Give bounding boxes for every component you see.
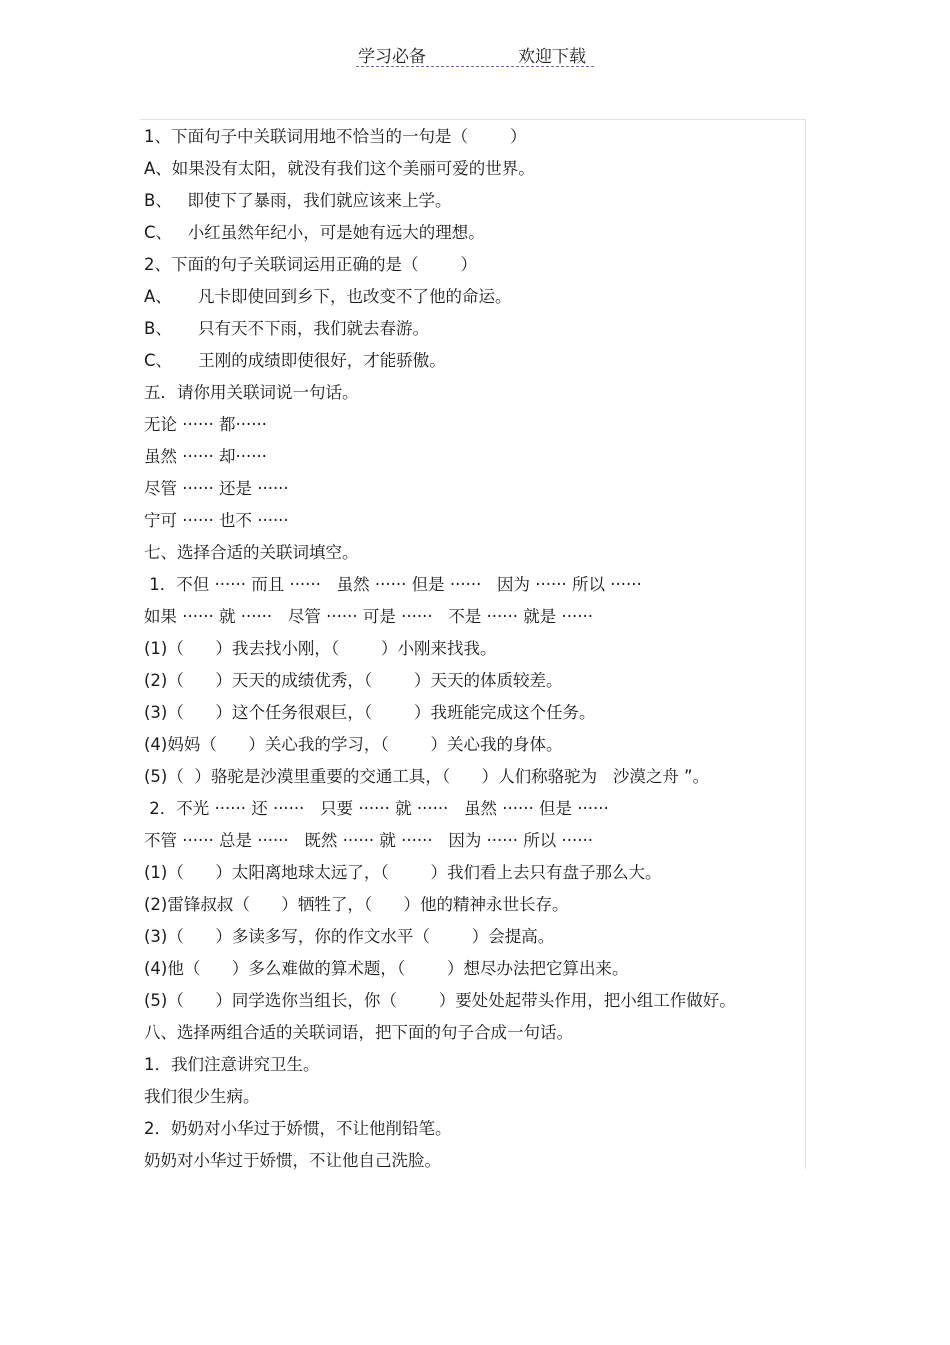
section-heading: 五．请你用关联词说一句话。 [144,383,359,402]
text-line: 1．我们注意讲究卫生。 [144,1055,320,1074]
document-body [144,121,804,1177]
text-line: (5)（ ）同学选你当组长，你（ ）要处处起带头作用，把小组工作做好。 [144,991,736,1010]
text-line: (1)（ ）太阳离地球太远了，（ ）我们看上去只有盘子那么大。 [144,863,662,882]
text-line: (2)（ ）天天的成绩优秀，（ ）天天的体质较差。 [144,671,563,690]
text-line: 尽管 ······ 还是 ······ [144,479,289,498]
text-line: 1．不但 ······ 而且 ······ 虽然 ······ 但是 ······ 因为 ······ 所以 ······ [144,575,642,594]
text-line: A、 凡卡即使回到乡下，也改变不了他的命运。 [144,287,512,306]
page-header [356,40,594,67]
text-line: 不管 ······ 总是 ······ 既然 ······ 就 ······ 因为 ······ 所以 ······ [144,831,593,850]
text-line: C、 王刚的成绩即使很好，才能骄傲。 [144,351,446,370]
text-line: (1)（ ）我去找小刚，（ ）小刚来找我。 [144,639,497,658]
section-heading: 八、选择两组合适的关联词语，把下面的句子合成一句话。 [144,1023,573,1042]
text-line: 2、下面的句子关联词运用正确的是（ ） [144,255,477,274]
text-line: B、 只有天不下雨，我们就去春游。 [144,319,430,338]
text-line: 2．奶奶对小华过于娇惯，不让他削铅笔。 [144,1119,452,1138]
text-line: C、 小红虽然年纪小，可是她有远大的理想。 [144,223,485,242]
text-line: 无论 ······ 都······ [144,415,267,434]
text-line: 如果 ······ 就 ······ 尽管 ······ 可是 ······ 不是 ······ 就是 ······ [144,607,593,626]
text-line: 1、下面句子中关联词用地不恰当的一句是（ ） [144,127,527,146]
text-line: (4)妈妈（ ）关心我的学习，（ ）关心我的身体。 [144,735,563,754]
text-line: 我们很少生病。 [144,1087,260,1106]
header-left-text: 学习必备 [358,47,426,67]
section-heading: 七、选择合适的关联词填空。 [144,543,359,562]
text-line: 2．不光 ······ 还 ······ 只要 ······ 就 ······ 虽然 ······ 但是 ······ [144,799,609,818]
header-right-text: 欢迎下载 [518,47,586,67]
text-line: (4)他（ ）多么难做的算术题，（ ）想尽办法把它算出来。 [144,959,629,978]
text-line: 宁可 ······ 也不 ······ [144,511,289,530]
text-line: (3)（ ）这个任务很艰巨，（ ）我班能完成这个任务。 [144,703,596,722]
text-line: A、如果没有太阳，就没有我们这个美丽可爱的世界。 [144,159,535,178]
text-line: 虽然 ······ 却······ [144,447,267,466]
text-line: (3)（ ）多读多写，你的作文水平（ ）会提高。 [144,927,555,946]
text-line: (2)雷锋叔叔（ ）牺牲了，（ ）他的精神永世长存。 [144,895,569,914]
text-line: 奶奶对小华过于娇惯，不让他自己洗脸。 [144,1151,441,1170]
text-line: B、 即使下了暴雨，我们就应该来上学。 [144,191,452,210]
text-line: (5)（ ）骆驼是沙漠里重要的交通工具，（ ）人们称骆驼为 沙漠之舟 ”。 [144,767,710,786]
